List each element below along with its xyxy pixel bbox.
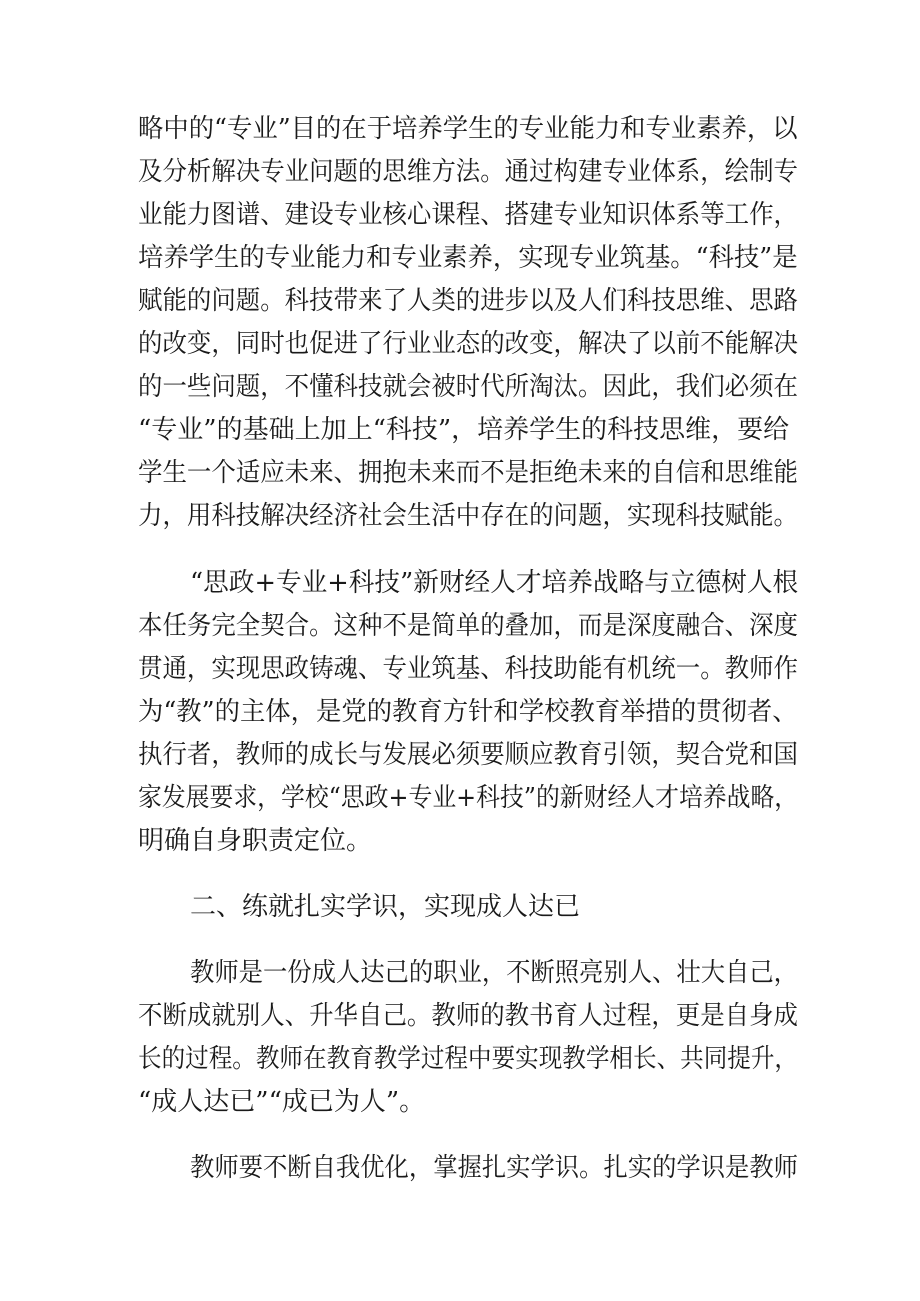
paragraph-1-line-6: 的改变，同时也促进了行业业态的改变，解决了以前不能解决 — [138, 329, 799, 359]
paragraph-2-line-7: 明确自身职责定位。 — [138, 826, 373, 856]
paragraph-3-line-1: 教师是一份成人达己的职业，不断照亮别人、壮大自己， — [190, 958, 799, 988]
section-heading: 二、练就扎实学识，实现成人达已 — [190, 892, 581, 922]
paragraph-3-line-4: “成人达已”“成已为人”。 — [138, 1087, 426, 1117]
paragraph-1-line-1: 略中的“专业”目的在于培养学生的专业能力和专业素养，以 — [138, 114, 798, 144]
paragraph-4-line-1: 教师要不断自我优化，掌握扎实学识。扎实的学识是教师 — [190, 1153, 799, 1183]
paragraph-3-line-2: 不断成就别人、升华自己。教师的教书育人过程，更是自身成 — [138, 1001, 799, 1031]
paragraph-1-line-10: 力，用科技解决经济社会生活中存在的问题，实现科技赋能。 — [138, 501, 799, 531]
paragraph-1-line-5: 赋能的问题。科技带来了人类的进步以及人们科技思维、思路 — [138, 286, 799, 316]
paragraph-1-line-2: 及分析解决专业问题的思维方法。通过构建专业体系，绘制专 — [138, 157, 799, 187]
paragraph-1-line-9: 学生一个适应未来、拥抱未来而不是拒绝未来的自信和思维能 — [138, 458, 799, 488]
paragraph-2-line-1: “思政+专业+科技”新财经人才培养战略与立德树人根 — [190, 568, 799, 598]
paragraph-2-line-3: 贯通，实现思政铸魂、专业筑基、科技助能有机统一。教师作 — [138, 654, 799, 684]
paragraph-1-line-8: “专业”的基础上加上“科技”，培养学生的科技思维，要给 — [138, 415, 790, 445]
paragraph-2-line-5: 执行者，教师的成长与发展必须要顺应教育引领，契合党和国 — [138, 740, 799, 770]
paragraph-2-line-6: 家发展要求，学校“思政+专业+科技”的新财经人才培养战略， — [138, 783, 799, 813]
paragraph-2-line-4: 为“教”的主体，是党的教育方针和学校教育举措的贯彻者、 — [138, 697, 798, 727]
paragraph-1-line-3: 业能力图谱、建设专业核心课程、搭建专业知识体系等工作， — [138, 200, 799, 230]
paragraph-3-line-3: 长的过程。教师在教育教学过程中要实现教学相长、共同提升， — [138, 1044, 799, 1074]
paragraph-2-line-2: 本任务完全契合。这种不是简单的叠加，而是深度融合、深度 — [138, 611, 799, 641]
paragraph-1-line-4: 培养学生的专业能力和专业素养，实现专业筑基。“科技”是 — [138, 243, 798, 273]
paragraph-1-line-7: 的一些问题，不懂科技就会被时代所淘汰。因此，我们必须在 — [138, 372, 799, 402]
